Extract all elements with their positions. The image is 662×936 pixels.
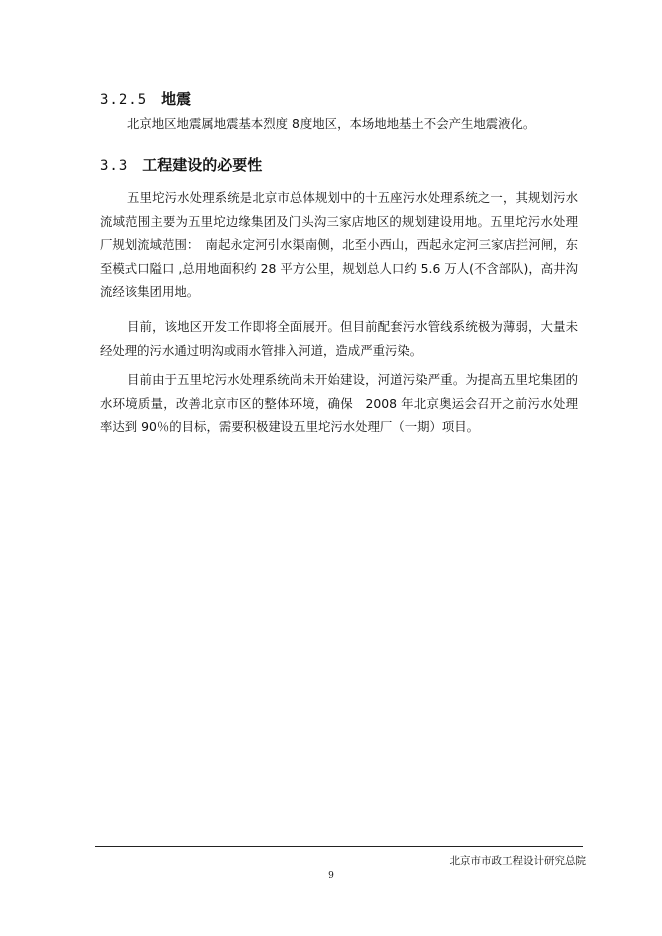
section-3-2-5-heading (100, 88, 191, 109)
section-title: 地震 (161, 90, 192, 108)
body-paragraph-3: 目前由于五里坨污水处理系统尚未开始建设，河道污染严重。为提高五里坨集团的水环境质量，改善北京市区的整体环境，确保 2008 年北京奥运会召开之前污水处理率达到 90％的目标，需要积极建设五里坨污水处理厂（一期）项目。 (100, 372, 578, 434)
earthquake-paragraph: 北京地区地震属地震基本烈度 8度地区，本场地地基土不会产生地震液化。 (127, 116, 536, 131)
page-number: 9 (328, 871, 334, 881)
footer-divider (95, 846, 583, 847)
section-number: 3.3 (100, 158, 129, 174)
body-paragraph-1: 五里坨污水处理系统是北京市总体规划中的十五座污水处理系统之一，其规划污水流域范围主要为五里坨边缘集团及门头沟三家店地区的规划建设用地。五里坨污水处理厂规划流域范围： 南起永定河引水渠南侧，北至小西山，西起永定河三家店拦河闸，东至模式口隘口 ,总用地面积约 28 平方公里，规划总人口约 5.6 万人(不含部队)，高井沟流经该集团用地。 (100, 190, 578, 299)
body-paragraph-2: 目前，该地区开发工作即将全面展开。但目前配套污水管线系统极为薄弱，大量未经处理的污水通过明沟或雨水管排入河道，造成严重污染。 (100, 319, 578, 358)
footer-organization: 北京市市政工程设计研究总院 (449, 855, 586, 867)
section-number: 3.2.5 (100, 92, 148, 108)
section-3-3-heading (100, 154, 262, 175)
section-title: 工程建设的必要性 (142, 156, 263, 174)
